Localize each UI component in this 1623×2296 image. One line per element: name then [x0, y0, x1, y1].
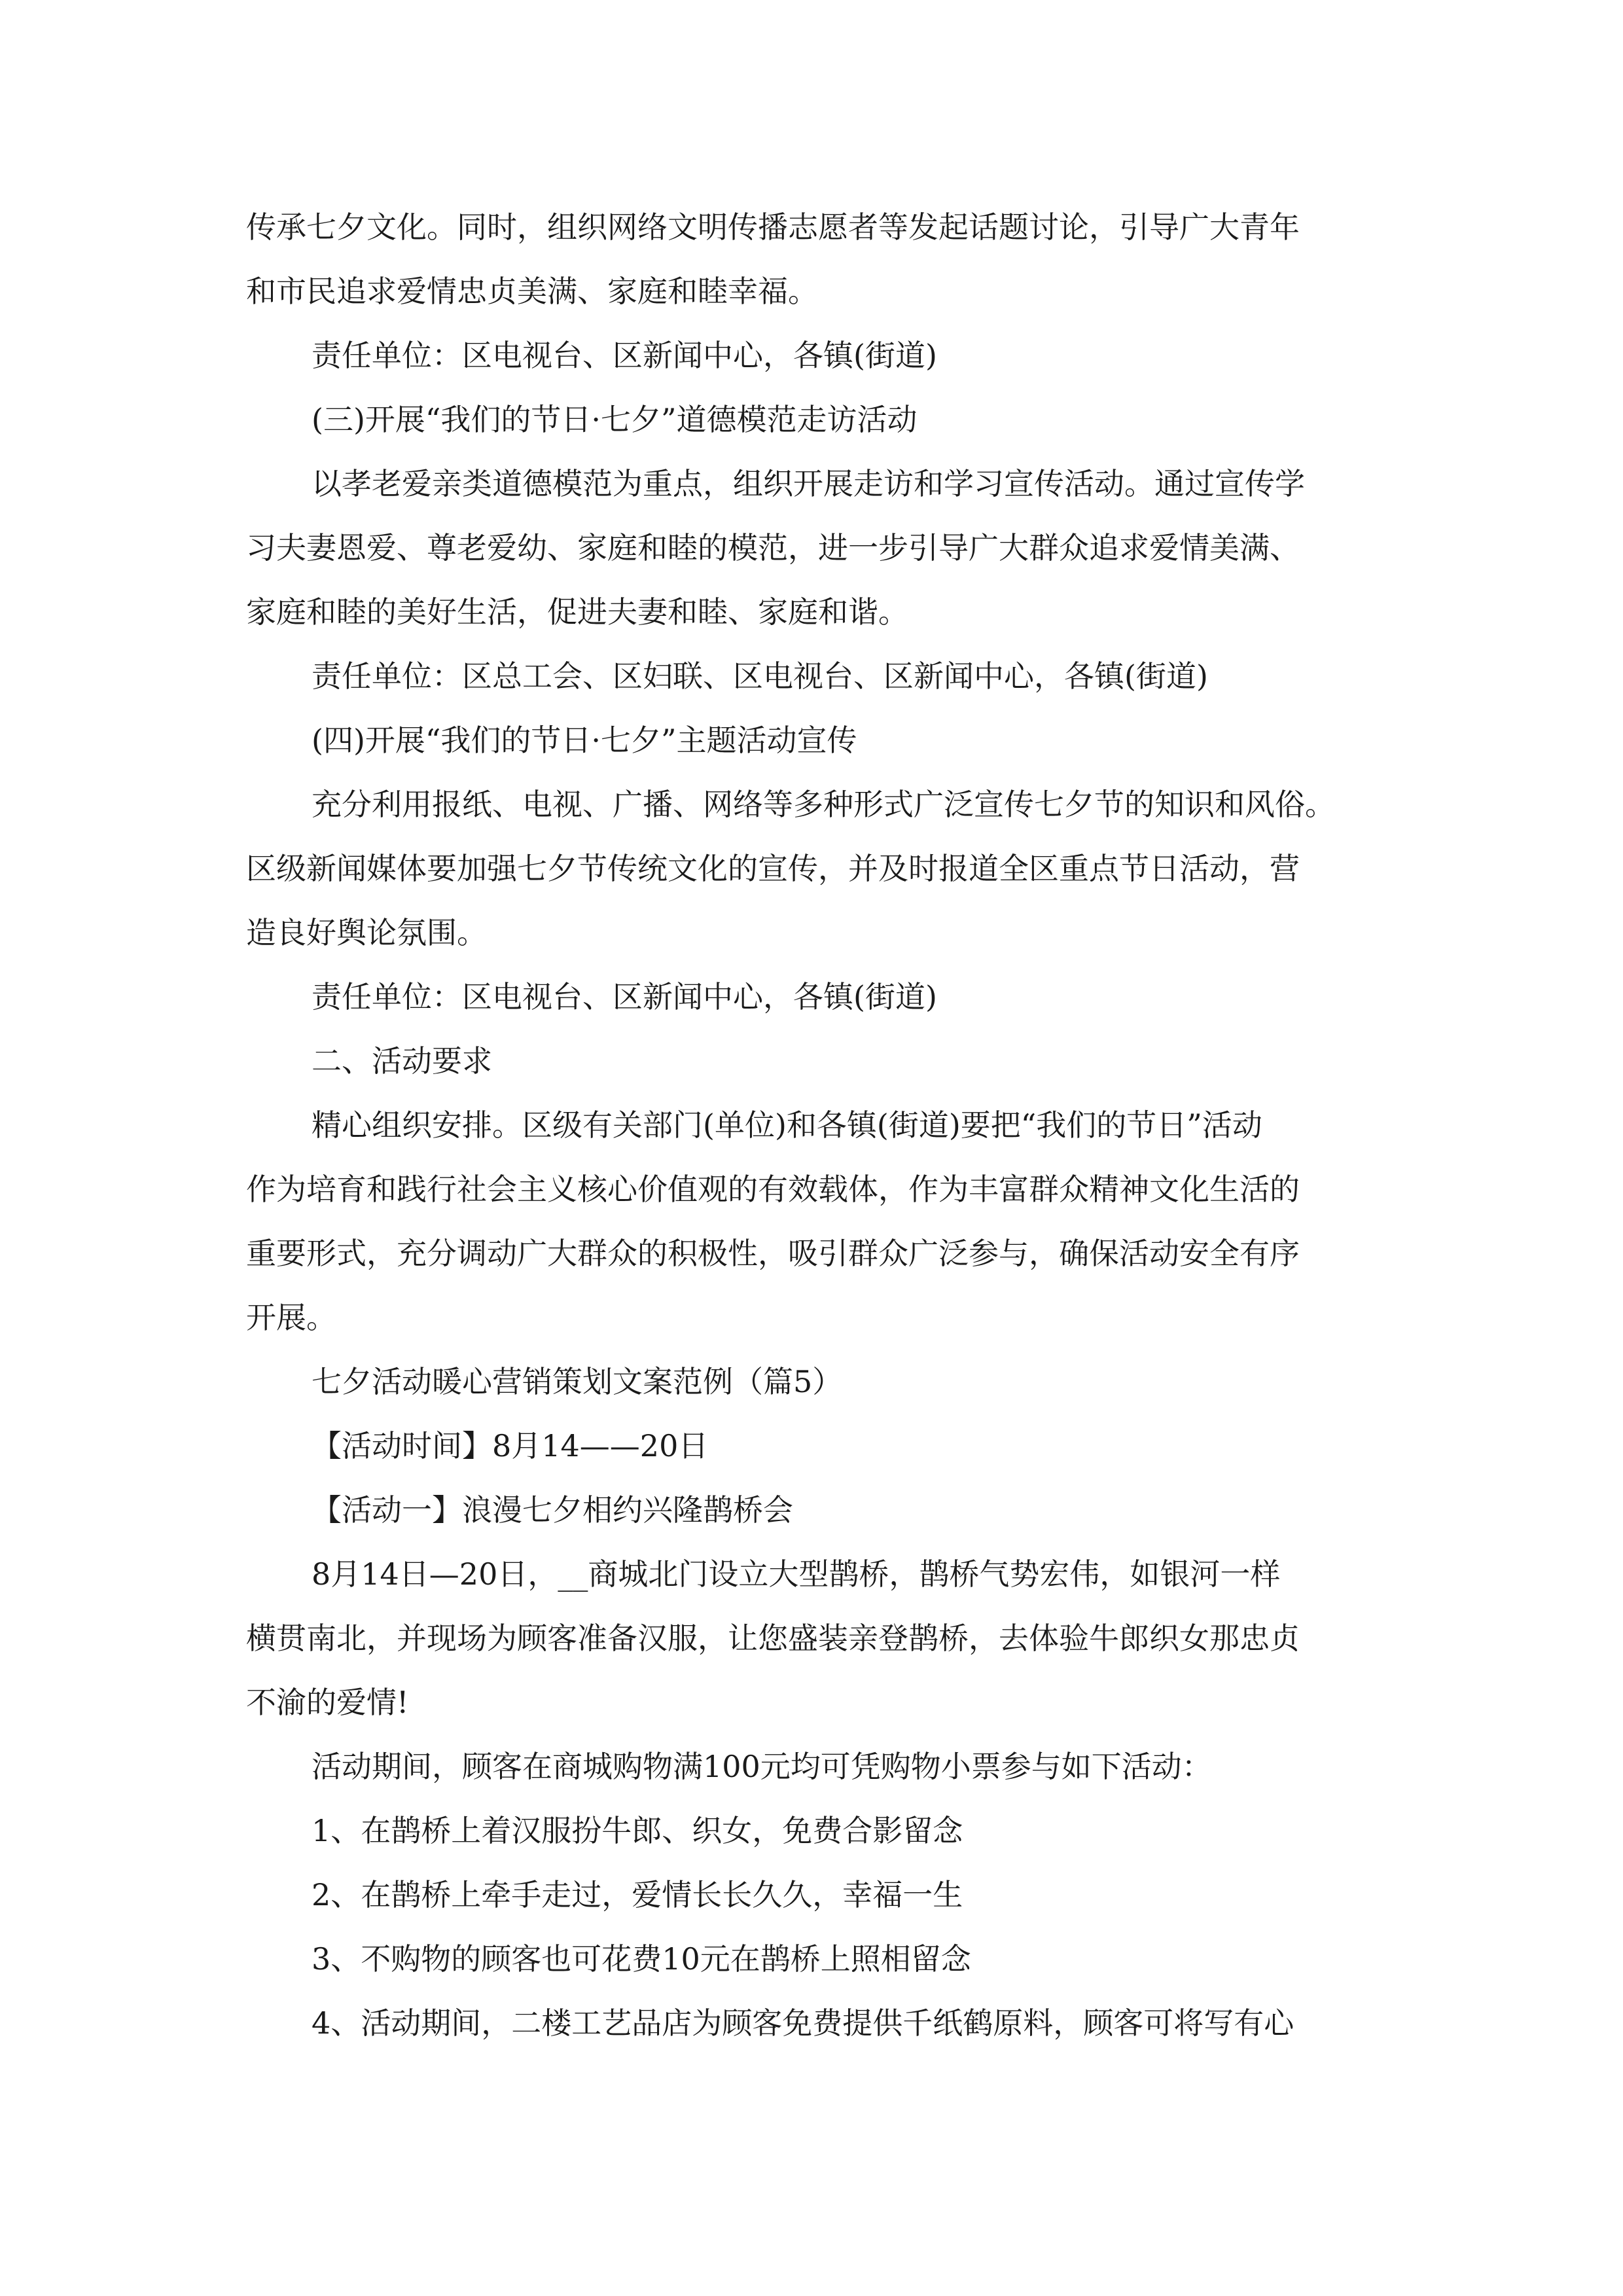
- text-line: 开展。: [246, 1300, 336, 1335]
- paragraph-p6: [246, 708, 1381, 772]
- document-body: [246, 195, 1381, 2055]
- paragraph-p11: [246, 1350, 1381, 1414]
- text-line: 8月14日—20日，__商城北门设立大型鹊桥，鹊桥气势宏伟，如银河一样: [312, 1556, 1281, 1592]
- text-line: 【活动时间】8月14——20日: [312, 1428, 709, 1463]
- text-line: 横贯南北，并现场为顾客准备汉服，让您盛装亲登鹊桥，去体验牛郎织女那忠贞: [246, 1621, 1300, 1656]
- paragraph-p7: [246, 772, 1381, 965]
- text-line: 责任单位：区电视台、区新闻中心，各镇(街道): [312, 979, 937, 1014]
- text-line: (四)开展“我们的节日·七夕”主题活动宣传: [312, 723, 857, 758]
- text-line: 区级新闻媒体要加强七夕节传统文化的宣传，并及时报道全区重点节日活动，营: [246, 851, 1300, 886]
- text-line: 不渝的爱情!: [246, 1685, 409, 1720]
- paragraph-p2: [246, 323, 1381, 387]
- text-line: 精心组织安排。区级有关部门(单位)和各镇(街道)要把“我们的节日”活动: [312, 1107, 1262, 1143]
- paragraph-p15: [246, 1734, 1381, 1799]
- paragraph-p4: [246, 452, 1381, 644]
- text-line: 4、活动期间，二楼工艺品店为顾客免费提供千纸鹤原料，顾客可将写有心: [312, 2005, 1294, 2041]
- text-line: 3、不购物的顾客也可花费10元在鹊桥上照相留念: [312, 1941, 971, 1977]
- paragraph-p19: [246, 1991, 1381, 2055]
- text-line: 【活动一】浪漫七夕相约兴隆鹊桥会: [312, 1492, 793, 1528]
- text-line: 二、活动要求: [312, 1043, 492, 1079]
- paragraph-p8: [246, 965, 1381, 1029]
- text-line: 造良好舆论氛围。: [246, 915, 487, 950]
- paragraph-p10: [246, 1093, 1381, 1350]
- text-line: 家庭和睦的美好生活，促进夫妻和睦、家庭和谐。: [246, 594, 908, 630]
- paragraph-p9: [246, 1029, 1381, 1093]
- paragraph-p13: [246, 1478, 1381, 1542]
- text-line: 和市民追求爱情忠贞美满、家庭和睦幸福。: [246, 274, 818, 309]
- paragraph-p17: [246, 1863, 1381, 1927]
- text-line: 责任单位：区总工会、区妇联、区电视台、区新闻中心，各镇(街道): [312, 658, 1208, 694]
- text-line: 传承七夕文化。同时，组织网络文明传播志愿者等发起话题讨论，引导广大青年: [246, 209, 1300, 245]
- paragraph-p14: [246, 1542, 1381, 1734]
- text-line: 重要形式，充分调动广大群众的积极性，吸引群众广泛参与，确保活动安全有序: [246, 1236, 1300, 1271]
- text-line: 以孝老爱亲类道德模范为重点，组织开展走访和学习宣传活动。通过宣传学: [312, 466, 1305, 501]
- text-line: 作为培育和践行社会主义核心价值观的有效载体，作为丰富群众精神文化生活的: [246, 1172, 1300, 1207]
- text-line: 1、在鹊桥上着汉服扮牛郎、织女，免费合影留念: [312, 1813, 963, 1848]
- paragraph-p1: [246, 195, 1381, 323]
- text-line: 七夕活动暖心营销策划文案范例（篇5）: [312, 1364, 843, 1399]
- text-line: 习夫妻恩爱、尊老爱幼、家庭和睦的模范，进一步引导广大群众追求爱情美满、: [246, 530, 1300, 565]
- text-line: 充分利用报纸、电视、广播、网络等多种形式广泛宣传七夕节的知识和风俗。: [312, 787, 1335, 822]
- paragraph-p16: [246, 1799, 1381, 1863]
- paragraph-p5: [246, 644, 1381, 708]
- text-line: 2、在鹊桥上牵手走过，爱情长长久久，幸福一生: [312, 1877, 963, 1912]
- paragraph-p3: [246, 387, 1381, 452]
- paragraph-p12: [246, 1414, 1381, 1478]
- paragraph-p18: [246, 1927, 1381, 1991]
- text-line: 活动期间，顾客在商城购物满100元均可凭购物小票参与如下活动：: [312, 1749, 1212, 1784]
- text-line: 责任单位：区电视台、区新闻中心，各镇(街道): [312, 338, 937, 373]
- text-line: (三)开展“我们的节日·七夕”道德模范走访活动: [312, 402, 918, 437]
